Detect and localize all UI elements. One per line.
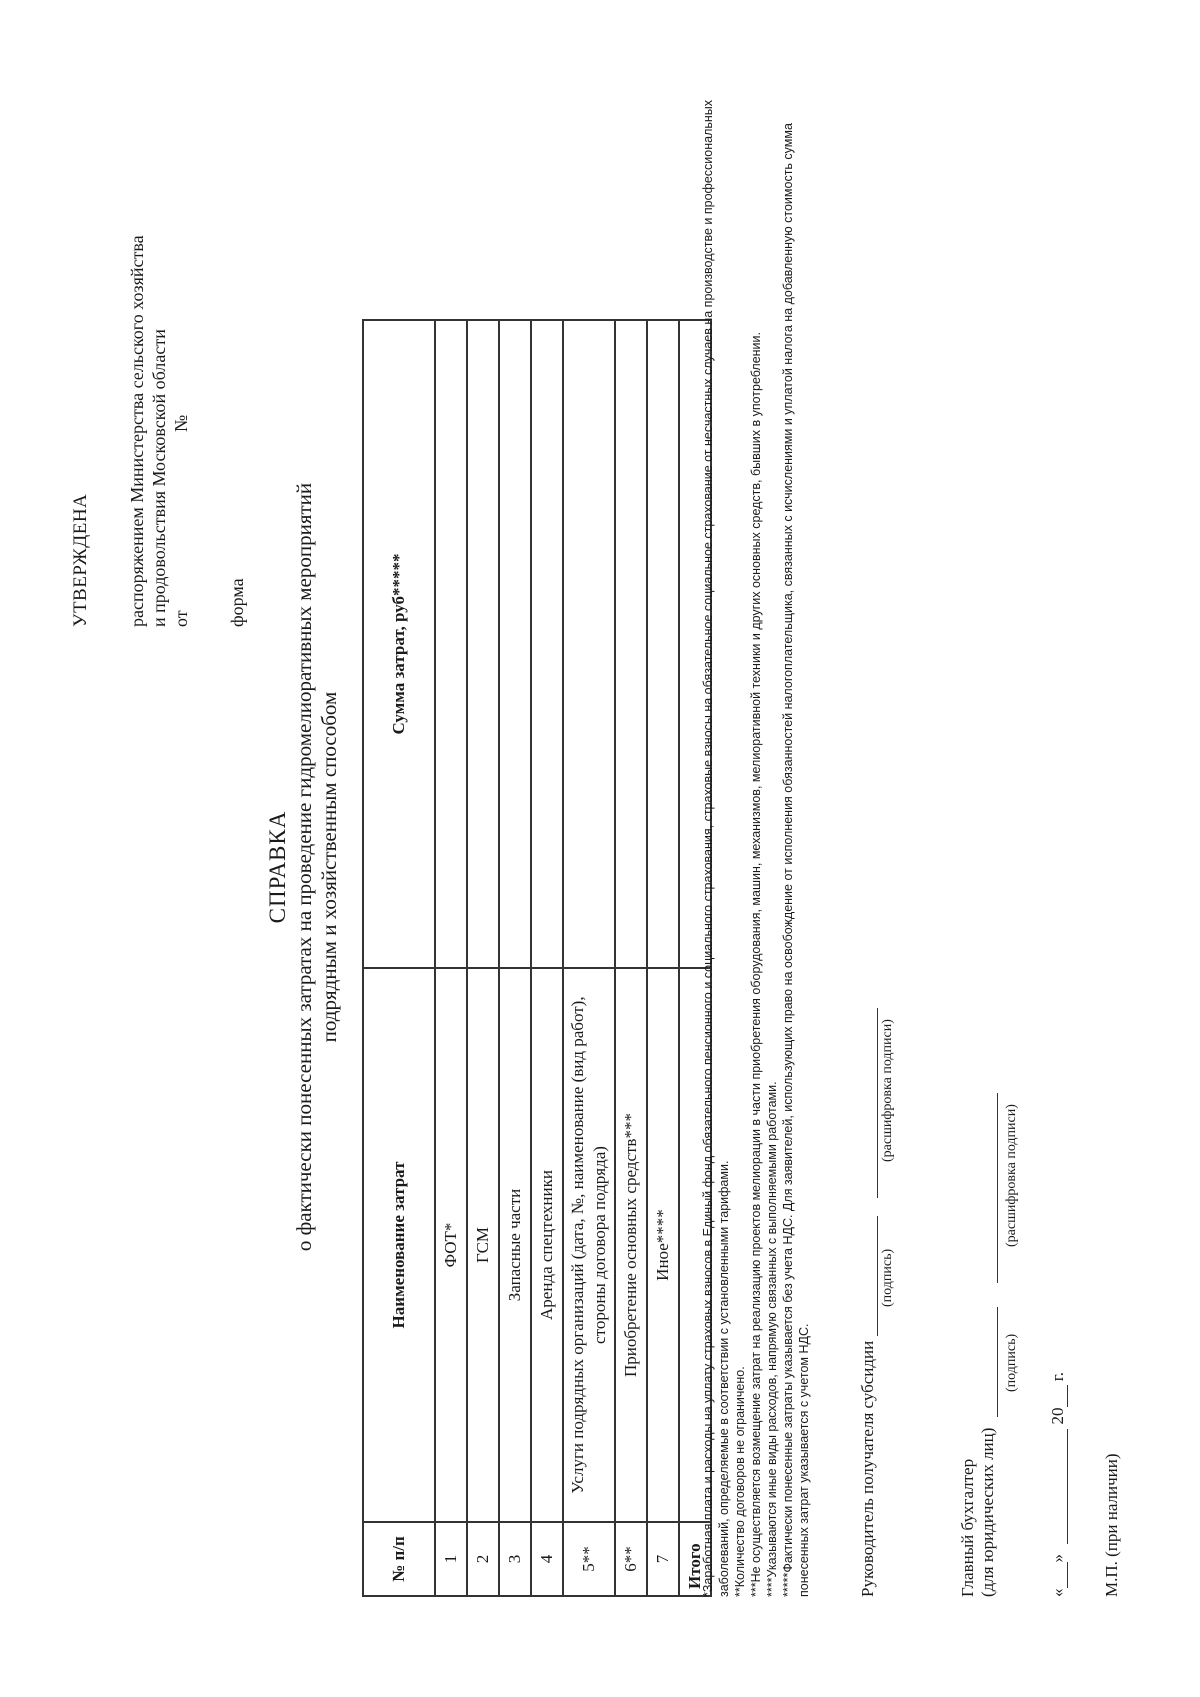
table-row bbox=[435, 320, 467, 1596]
date-suffix: г. bbox=[1048, 1371, 1067, 1382]
header-cost-name: Наименование затрат bbox=[363, 968, 435, 1522]
chief-sign-caption: (подпись) bbox=[1004, 1333, 1019, 1392]
chief-decode-line[interactable] bbox=[979, 1093, 998, 1283]
document-title: СПРАВКА bbox=[265, 810, 290, 924]
row-cost-sum[interactable] bbox=[563, 320, 615, 968]
row-number: 3 bbox=[499, 1522, 531, 1596]
row-cost-name: ГСМ bbox=[467, 968, 499, 1522]
header-cost-sum: Сумма затрат, руб***** bbox=[363, 320, 435, 968]
footnote: *****Фактически понесенные затраты указывается без учета НДС. Для заявителей, использующих право на освобождение от исполнения обязанностей налогоплательщика, связанных с исчислениями и уплатой налога на добавленную стоимость сумма понесенных затрат указывается с учетом НДС. bbox=[781, 123, 811, 1597]
head-sign-caption: (подпись) bbox=[880, 1248, 895, 1307]
row-number: 6** bbox=[615, 1522, 647, 1596]
date-quote-open: « bbox=[1048, 1588, 1067, 1597]
approval-number-sign: № bbox=[171, 414, 191, 432]
head-decode-caption: (расшифровка подписи) bbox=[880, 1019, 895, 1162]
row-number: 7 bbox=[647, 1522, 679, 1596]
footnotes bbox=[700, 67, 812, 1597]
approval-title: УТВЕРЖДЕНА bbox=[70, 493, 91, 627]
row-number: 4 bbox=[531, 1522, 563, 1596]
total-label: Итого bbox=[679, 1522, 711, 1596]
row-cost-sum[interactable] bbox=[435, 320, 467, 968]
header-number: № п/п bbox=[363, 1522, 435, 1596]
date-year-field[interactable] bbox=[1049, 1386, 1068, 1408]
date-line bbox=[1048, 1372, 1068, 1597]
row-cost-sum[interactable] bbox=[499, 320, 531, 968]
table-header-row bbox=[363, 320, 435, 1596]
table-row bbox=[615, 320, 647, 1596]
approval-line-2: и продовольствия Московской области bbox=[149, 329, 169, 627]
head-label: Руководитель получателя субсидии bbox=[858, 1340, 877, 1597]
chief-sub-label: (для юридических лиц) bbox=[978, 1427, 997, 1597]
table-row bbox=[531, 320, 563, 1596]
footnote: *Заработная плата и расходы на уплату страховых взносов в Единый фонд обязательного пенсионного и социального страхования, страховые взносы на обязательное социальное страхование от несчастных случаев на производстве и профессиональных заболеваний, определяемые в соответствии с установленными тарифами. bbox=[701, 99, 731, 1597]
row-cost-name: Услуги подрядных организаций (дата, №, наименование (вид работ), стороны договора подряда) bbox=[563, 968, 615, 1522]
document-subtitle-line-2: подрядным и хозяйственным способом bbox=[317, 691, 341, 1043]
date-year-prefix: 20 bbox=[1048, 1407, 1067, 1425]
document-subtitle-line-1: о фактически понесенных затратах на проведение гидромелиоративных мероприятий bbox=[292, 482, 316, 1252]
date-day-field[interactable] bbox=[1049, 1563, 1068, 1589]
row-cost-name: Запасные части bbox=[499, 968, 531, 1522]
form-label: форма bbox=[227, 578, 247, 627]
table-row bbox=[467, 320, 499, 1596]
head-signature-block bbox=[858, 1008, 895, 1597]
head-decode-line[interactable] bbox=[859, 1008, 878, 1198]
row-cost-sum[interactable] bbox=[467, 320, 499, 968]
chief-decode-caption: (расшифровка подписи) bbox=[1004, 1104, 1019, 1247]
date-quote-close: » bbox=[1048, 1554, 1067, 1563]
costs-table bbox=[362, 319, 712, 1597]
approval-block bbox=[70, 235, 248, 627]
head-sign-line[interactable] bbox=[859, 1216, 878, 1336]
approval-date-line bbox=[170, 235, 192, 627]
row-cost-sum[interactable] bbox=[647, 320, 679, 968]
footnote: ***Не осуществляется возмещение затрат на реализацию проектов мелиорации в части приобретения оборудования, машин, механизмов, мелиоративной техники и других основных средств, бывших в употреблении. bbox=[749, 332, 763, 1597]
chief-label: Главный бухгалтер bbox=[958, 1458, 977, 1597]
row-number: 1 bbox=[435, 1522, 467, 1596]
row-number: 5** bbox=[563, 1522, 615, 1596]
footnote: **Количество договоров не ограничено. bbox=[733, 1366, 747, 1597]
chief-sign-line[interactable] bbox=[979, 1307, 998, 1417]
chief-signature-block bbox=[958, 1093, 1019, 1597]
row-cost-name: Иное**** bbox=[647, 968, 679, 1522]
document-heading bbox=[265, 337, 342, 1397]
row-cost-sum[interactable] bbox=[615, 320, 647, 968]
table-row bbox=[563, 320, 615, 1596]
approval-ot-label: от bbox=[171, 610, 191, 627]
row-number: 2 bbox=[467, 1522, 499, 1596]
row-cost-sum[interactable] bbox=[531, 320, 563, 968]
stamp-label: М.П. (при наличии) bbox=[1102, 1453, 1121, 1597]
date-month-field[interactable] bbox=[1049, 1429, 1068, 1544]
approval-line-1: распоряжением Министерства сельского хозяйства bbox=[127, 235, 147, 627]
table-row bbox=[647, 320, 679, 1596]
chief-sub-row bbox=[978, 1093, 998, 1597]
row-cost-name: Аренда спецтехники bbox=[531, 968, 563, 1522]
footnote: ****Указываются иные виды расходов, напрямую связанных с выполняемыми работами. bbox=[765, 1081, 779, 1597]
row-cost-name: Приобретение основных средств*** bbox=[615, 968, 647, 1522]
row-cost-name: ФОТ* bbox=[435, 968, 467, 1522]
table-row bbox=[499, 320, 531, 1596]
